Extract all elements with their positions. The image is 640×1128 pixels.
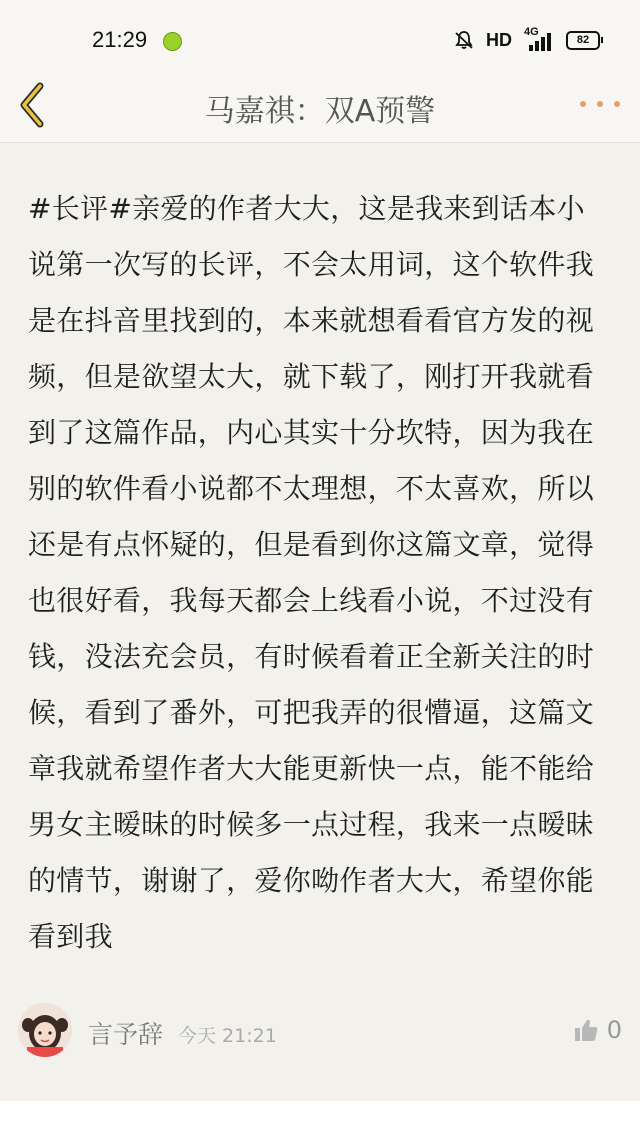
more-dot (597, 101, 603, 107)
author-row (0, 1003, 640, 1063)
post-time: 今天 21:21 (178, 1025, 277, 1047)
avatar-image (18, 1003, 72, 1057)
review-text: #长评#亲爱的作者大大，这是我来到话本小说第一次写的长评，不会太用词，这个软件我是在抖音里找到的，本来就想看看官方发的视频，但是欲望太大，就下载了，刚打开我就看到了这篇作品，内心其实十分坎特，因为我在别的软件看小说都不太理想，不太喜欢，所以还是有点怀疑的，但是看到你这篇文章，觉得也很好看，我每天都会上线看小说，不过没有钱，没法充会员，有时候看着正全新关注的时候，看到了番外，可把我弄的很懵逼，这篇文章我就希望作者大大能更新快一点，能不能给男女主暧昧的时候多一点过程，我来一点暧昧的情节，谢谢了，爱你呦作者大大，希望你能看到我 (28, 192, 595, 953)
signal-icon (524, 26, 554, 51)
review-content (0, 143, 640, 1101)
hd-indicator: HD (486, 29, 512, 50)
battery-level: 82 (576, 34, 590, 46)
more-dot (614, 101, 620, 107)
more-dot (580, 101, 586, 107)
thumbs-up-icon (573, 1017, 599, 1043)
app-notification-icon (163, 32, 182, 51)
battery-icon (566, 31, 600, 50)
nav-bar (0, 80, 640, 143)
status-bar (0, 0, 640, 80)
avatar[interactable] (18, 1003, 72, 1057)
more-button[interactable] (580, 92, 620, 116)
bottom-area (0, 1101, 640, 1128)
page-title: 马嘉祺：双A预警 (204, 94, 436, 129)
like-button[interactable] (573, 1015, 622, 1045)
like-count: 0 (606, 1016, 622, 1044)
network-type: 4G (524, 26, 539, 38)
bell-muted-icon (454, 30, 474, 50)
status-time: 21:29 (92, 27, 148, 52)
author-name[interactable]: 言予辞 (88, 1020, 164, 1049)
status-indicators (454, 28, 600, 52)
